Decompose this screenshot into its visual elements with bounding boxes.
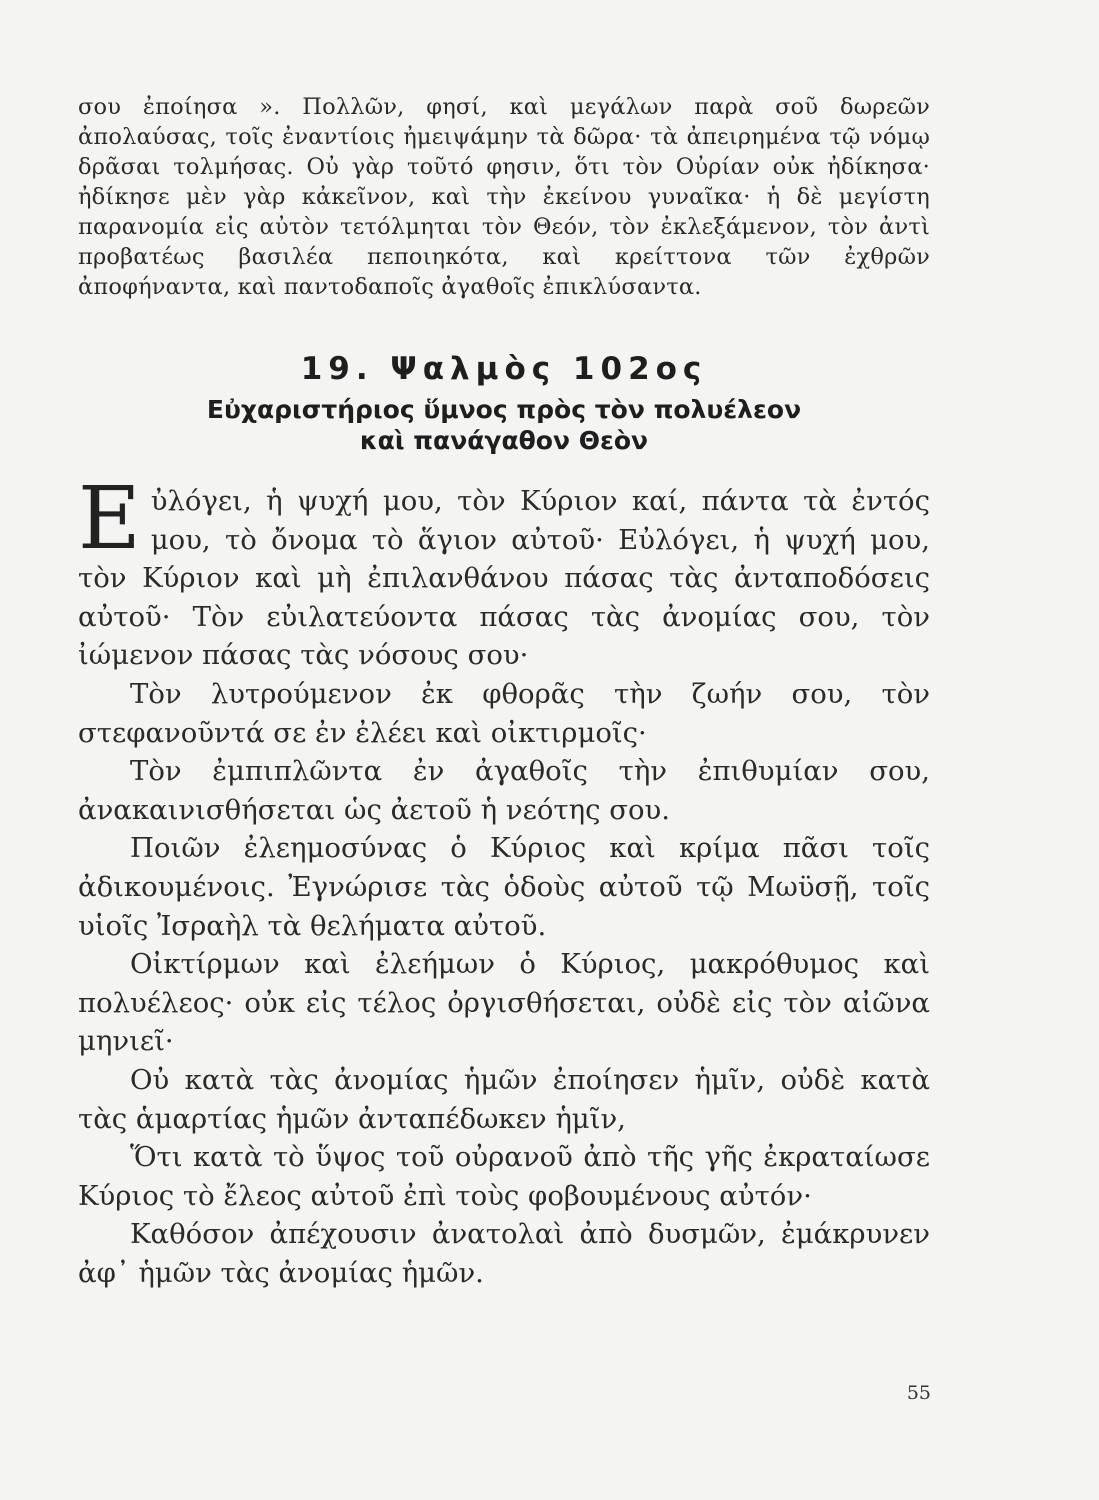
psalm-verse: Οὐ κατὰ τὰς ἀνομίας ἡμῶν ἐποίησεν ἡμῖν, οὐδὲ κατὰ τὰς ἁμαρτίας ἡμῶν ἀνταπέδωκεν ἡμῖν,	[78, 1063, 930, 1135]
page-number: 55	[906, 1382, 931, 1404]
psalm-first-paragraph	[78, 469, 930, 675]
psalm-verse: Ποιῶν ἐλεημοσύνας ὁ Κύριος καὶ κρίμα πᾶσι τοῖς ἀδικουμένοις. Ἐγνώρισε τὰς ὁδοὺς αὐτοῦ τῷ Μωϋσῇ, τοῖς υἱοῖς Ἰσραὴλ τὰ θελήματα αὐτοῦ.	[78, 832, 930, 942]
psalm-verse: Τὸν λυτρούμενον ἐκ φθορᾶς τὴν ζωήν σου, τὸν στεφανοῦντά σε ἐν ἐλέει καὶ οἰκτιρμοῖς·	[78, 677, 930, 749]
psalm-verse: Ὅτι κατὰ τὸ ὕψος τοῦ οὐρανοῦ ἀπὸ τῆς γῆς ἐκραταίωσε Κύριος τὸ ἔλεος αὐτοῦ ἐπὶ τοὺς φοβουμένους αὐτόν·	[78, 1141, 930, 1212]
drop-cap-letter: Ε	[78, 469, 141, 569]
psalm-verse: Τὸν ἐμπιπλῶντα ἐν ἀγαθοῖς τὴν ἐπιθυμίαν σου, ἀνακαινισθήσεται ὡς ἀετοῦ ἡ νεότης σου.	[78, 755, 930, 826]
psalm-subtitle-line-1: Εὐχαριστήριος ὕμνος πρὸς τὸν πολυέλεον	[206, 395, 802, 424]
psalm-text	[78, 469, 930, 1292]
psalm-title: 19. Ψαλμὸς 102ος	[300, 351, 708, 387]
psalm-verse: Οἰκτίρμων καὶ ἐλεήμων ὁ Κύριος, μακρόθυμος καὶ πολυέλεος· οὐκ εἰς τέλος ὀργισθήσεται, οὐδὲ εἰς τὸν αἰῶνα μηνιεῖ·	[78, 948, 930, 1058]
commentary-paragraph: σου ἐποίησα ». Πολλῶν, φησί, καὶ μεγάλων παρὰ σοῦ δωρεῶν ἀπολαύσας, τοῖς ἐναντίοις ἠμειψάμην τὰ δῶρα· τὰ ἀπειρημένα τῷ νόμῳ δρᾶσαι τολμήσας. Οὐ γὰρ τοῦτό φησιν, ὅτι τὸν Οὐρίαν οὐκ ἠδίκησα· ἠδίκησε μὲν γὰρ κἀκεῖνον, καὶ τὴν ἐκείνου γυναῖκα· ἡ δὲ μεγίστη παρανομία εἰς αὐτὸν τετόλμηται τὸν Θεόν, τὸν ἐκλεξάμενον, τὸν ἀντὶ προβατέως βασιλέα πεποιηκότα, καὶ κρείττονα τῶν ἐχθρῶν ἀποφήναντα, καὶ παντοδαποῖς ἀγαθοῖς ἐπικλύσαντα.	[78, 94, 930, 300]
psalm-subtitle-line-2: καὶ πανάγαθον Θεὸν	[359, 426, 649, 455]
commentary-block	[78, 92, 930, 302]
psalm-subtitle	[78, 394, 930, 456]
psalm-heading	[78, 350, 930, 456]
book-page	[78, 92, 930, 1292]
psalm-first-paragraph-text: ὐλόγει, ἡ ψυχή μου, τὸν Κύριον καί, πάντα τὰ ἐντός μου, τὸ ὄνομα τὸ ἅγιον αὐτοῦ· Εὐλόγει, ἡ ψυχή μου, τὸν Κύριον καὶ μὴ ἐπιλανθάνου πάσας τὰς ἀνταποδόσεις αὐτοῦ· Τὸν εὐιλατεύοντα πάσας τὰς ἀνομίας σου, τὸν ἰώμενον πάσας τὰς νόσους σου·	[78, 485, 930, 672]
psalm-verse: Καθόσον ἀπέχουσιν ἀνατολαὶ ἀπὸ δυσμῶν, ἐμάκρυνεν ἀφ᾽ ἡμῶν τὰς ἀνομίας ἡμῶν.	[78, 1218, 930, 1289]
